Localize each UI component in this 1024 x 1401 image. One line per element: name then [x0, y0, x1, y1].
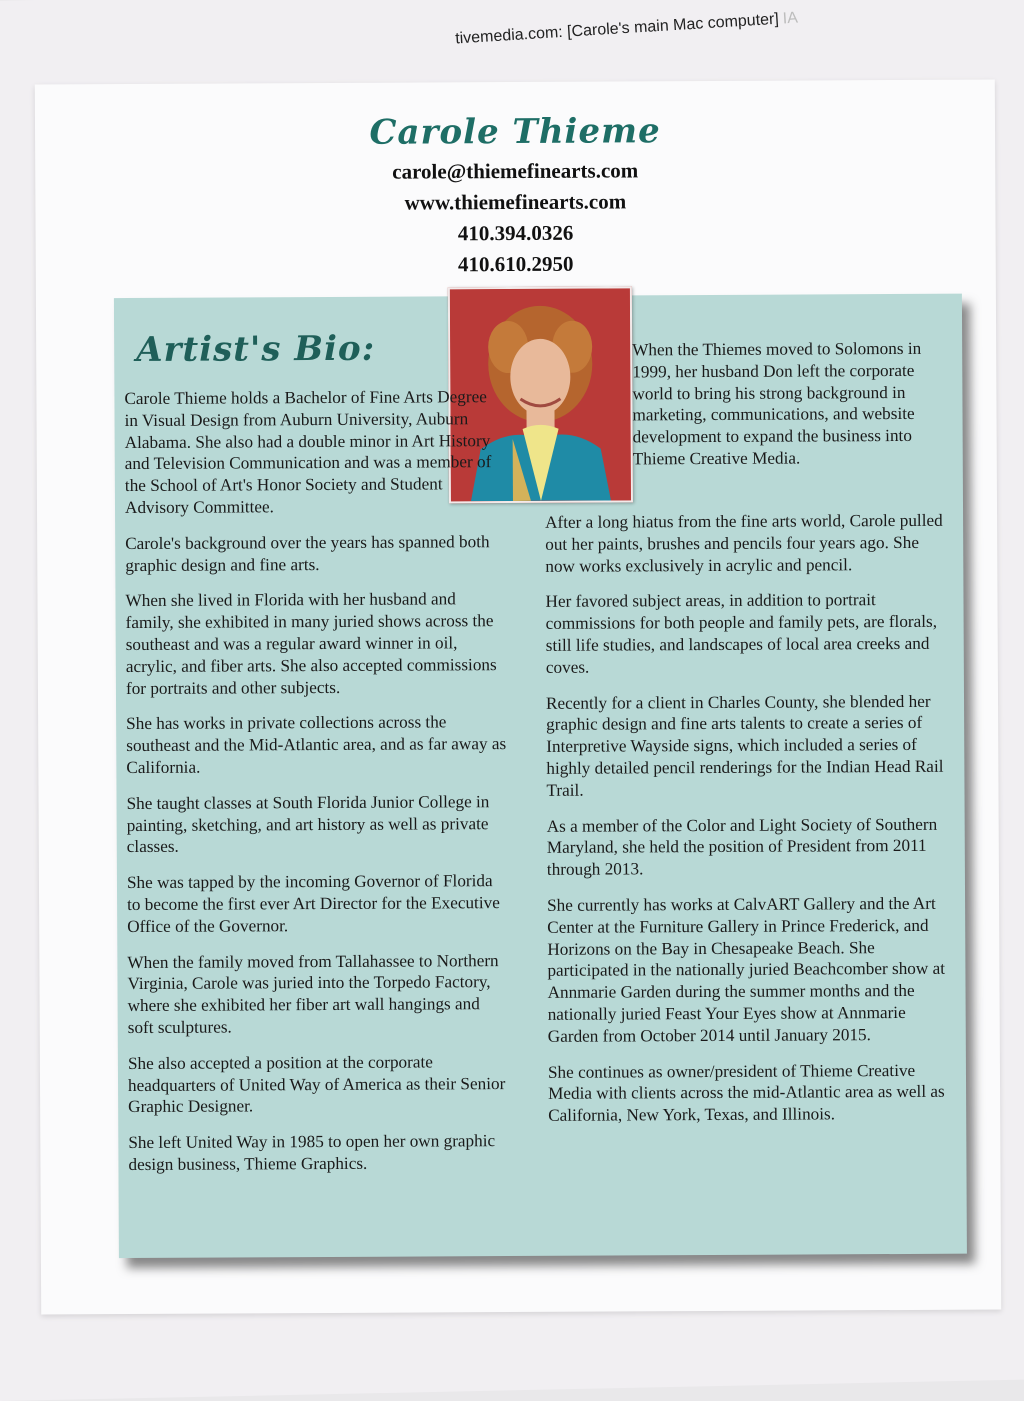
bio-page: [35, 79, 1001, 1314]
website: www.thiemefinearts.com: [404, 189, 627, 215]
bio-paragraph: She left United Way in 1985 to open her own graphic design business, Thieme Graphics.: [128, 1131, 496, 1174]
bio-paragraph: Recently for a client in Charles County, she blended her graphic design and fine arts talents to create a series of Interpretive Wayside signs, which included a series of highly detailed pencil renderings for the Indian Head Rail Trail.: [545, 691, 944, 800]
bio-right-column: [545, 510, 948, 1141]
bio-paragraph: When she lived in Florida with her husband and family, she exhibited in many juried shows across the southeast and was a regular award winner in oil, acrylic, and fiber arts. She also accepted commissions for portraits and other subjects.: [125, 589, 497, 698]
bio-heading: Artist's Bio:: [136, 328, 376, 370]
bio-left-column: [124, 386, 508, 1190]
bio-paragraph: When the Thiemes moved to Solomons in 1999, her husband Don left the corporate world to bring his strong background in marketing, communications, and website development to expand the business into Thieme Creative Media.: [632, 338, 922, 469]
bio-paragraph: When the family moved from Tallahassee to Northern Virginia, Carole was juried into the Torpedo Factory, where she exhibited her fiber art wall hangings and soft sculptures.: [127, 950, 499, 1037]
contact-header: [35, 109, 996, 282]
bio-paragraph: She has works in private collections across the southeast and the Mid-Atlantic area, and as far away as California.: [126, 712, 507, 778]
background-sheet-ghost-text: IA: [782, 9, 799, 28]
phone-secondary: 410.610.2950: [457, 251, 574, 277]
bio-paragraph: She was tapped by the incoming Governor of Florida to become the first ever Art Director for the Executive Office of the Governor.: [126, 871, 500, 936]
bio-paragraph: She also accepted a position at the corporate headquarters of United Way of America as their Senior Graphic Designer.: [127, 1052, 506, 1117]
bio-paragraph: Carole's background over the years has spanned both graphic design and fine arts.: [125, 531, 490, 575]
bio-paragraph: She currently has works at CalvART Gallery and the Art Center at the Furniture Gallery in Prince Frederick, and Horizons on the Bay in Chesapeake Beach. She participated in the nationally juried Beachcomber show at Annmarie Garden during the summer months and the nationally juried Feast Your Eyes show at Annmarie Garden from October 2014 until January 2015.: [547, 893, 946, 1046]
artist-name: Carole Thieme: [369, 111, 661, 153]
bio-paragraph: After a long hiatus from the fine arts world, Carole pulled out her paints, brushes and pencils four years ago. She now works exclusively in acrylic and pencil.: [545, 510, 943, 576]
bio-paragraph: Carole Thieme holds a Bachelor of Fine Arts Degree in Visual Design from Auburn University, Auburn Alabama. She also had a double minor in Art History and Television Communication and was a member of the School of Art's Honor Society and Student Advisory Committee.: [124, 387, 492, 518]
bio-paragraph: As a member of the Color and Light Society of Southern Maryland, she held the position of President from 2011 through 2013.: [546, 814, 938, 880]
bio-paragraph: She continues as owner/president of Thieme Creative Media with clients across the mid-Atlantic area as well as California, New York, Texas, and Illinois.: [547, 1060, 945, 1125]
phone-primary: 410.394.0326: [457, 220, 574, 246]
bio-paragraph: Her favored subject areas, in addition to portrait commissions for both people and family pets, are florals, still life studies, and landscapes of local area creeks and coves.: [545, 590, 938, 677]
bio-paragraph: She taught classes at South Florida Junior College in painting, sketching, and art history as well as private classes.: [126, 791, 490, 857]
bio-right-top-paragraph: [632, 338, 933, 484]
background-sheet-header-text: tivemedia.com: [Carole's main Mac computer]: [454, 10, 780, 48]
email: carole@thiemefinearts.com: [392, 158, 639, 184]
